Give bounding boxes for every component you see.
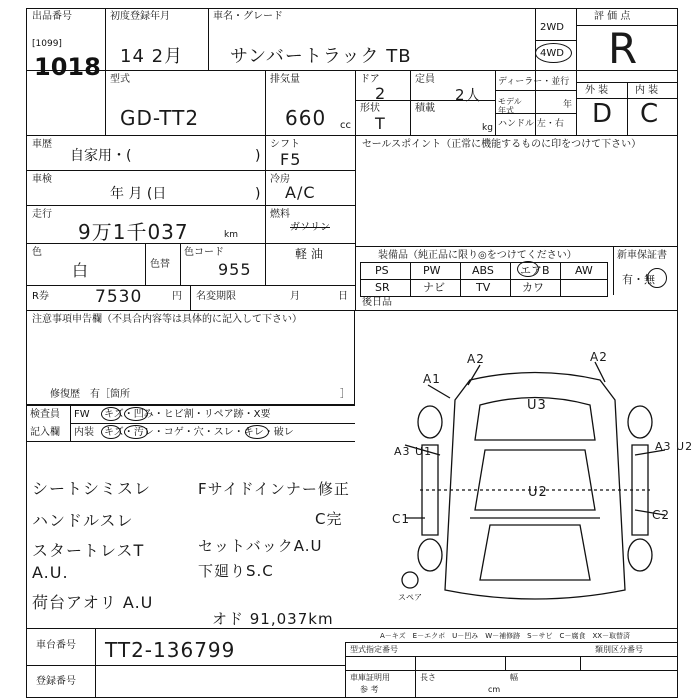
inspector-label-2: 記入欄 [30, 427, 60, 438]
recycle-label: R券 [32, 291, 49, 302]
interior-score: C [640, 99, 660, 129]
type-designation-label: 型式指定番号 [350, 645, 398, 654]
garage-cert-sub: 参 考 [360, 685, 379, 694]
remark-right-4: 下廻りS.C [198, 562, 274, 580]
history-label: 車歴 [32, 139, 52, 150]
shape-value: T [375, 114, 386, 133]
equip-aw: AW [575, 264, 593, 277]
odometer-remark: オド 91,037km [212, 610, 334, 628]
displacement-value: 660 [285, 106, 327, 130]
rear-parts-label: 後日品 [362, 297, 392, 308]
inspection-label: 車検 [32, 174, 52, 185]
damage-mark-a1: A1 [423, 372, 441, 386]
damage-mark-a3-u1: A3 U1 [394, 445, 433, 458]
first-registration-value: 14 2月 [120, 46, 184, 67]
damage-mark-u2: U2 [528, 485, 548, 500]
fw-dent-circle-mark [124, 407, 148, 421]
recycle-value: 7530 [95, 287, 143, 307]
load-label: 積載 [415, 103, 435, 114]
score-value: R [608, 24, 639, 73]
mileage-label: 走行 [32, 209, 52, 220]
repair-history-close: ］ [340, 389, 350, 400]
doors-label: ドア [360, 74, 380, 85]
first-registration-label: 初度登録年月 [110, 11, 170, 22]
lot-number-label: 出品番号 [32, 11, 72, 22]
interior-defect-items: キズ・汚レ・コゲ・穴・スレ・キレ・破レ [104, 427, 294, 438]
interior-defect-label: 内装 [74, 427, 94, 438]
remark-left-5: 荷台アオリ A.U [32, 593, 154, 612]
fw-scratch-circle-mark [101, 407, 121, 421]
inspector-label-1: 検査員 [30, 409, 60, 420]
fuel-light-oil: 軽 油 [295, 247, 323, 261]
color-label: 色 [32, 247, 42, 258]
displacement-label: 排気量 [270, 74, 300, 85]
expiry-day: 日 [338, 291, 348, 302]
damage-mark-a2-left: A2 [467, 352, 485, 366]
shift-label: シフト [270, 139, 300, 150]
history-value: 自家用・( [70, 148, 132, 164]
displacement-unit: cc [340, 120, 351, 131]
color-code-value: 955 [218, 260, 252, 279]
dealer-label: ディーラー・並行 [498, 77, 570, 87]
drive-4wd-circle-mark [535, 43, 572, 63]
history-paren-close: ) [255, 148, 261, 164]
chassis-number-value: TT2-136799 [105, 638, 236, 662]
exterior-label: 外 装 [585, 85, 609, 96]
ac-value: A/C [285, 183, 316, 202]
mileage-unit: km [224, 230, 238, 240]
drive-4wd-label: 4WD [540, 48, 564, 59]
remark-right-1: Fサイドインナー修正 [198, 480, 350, 498]
remark-left-3: スタートレスT [32, 541, 145, 560]
expiry-label: 名変期限 [196, 291, 236, 302]
damage-mark-c1: C1 [392, 512, 411, 526]
model-year-unit: 年 [563, 100, 573, 110]
damage-mark-a3-u2: A3 U2 [655, 440, 694, 453]
damage-mark-c2: C2 [652, 508, 671, 522]
remark-left-4: A.U. [32, 563, 69, 582]
mileage-value: 9万1千037 [78, 220, 189, 244]
damage-mark-u3: U3 [527, 398, 547, 413]
registration-number-label: 登録番号 [36, 676, 76, 687]
warranty-none-circle-mark [647, 268, 667, 288]
in-wear-circle-mark [245, 425, 269, 439]
score-label: 評 価 点 [594, 11, 631, 22]
equip-leather: カワ [522, 281, 544, 294]
car-name-value: サンバートラック TB [230, 46, 412, 67]
drive-2wd-label: 2WD [540, 22, 564, 33]
inspection-value: 年 月 (日 [110, 186, 167, 202]
warranty-label: 新車保証書 [617, 250, 667, 261]
length-label: 長さ [420, 673, 436, 682]
equip-pw: PW [423, 264, 441, 277]
inspection-paren-close: ) [255, 186, 261, 202]
fuel-label: 燃料 [270, 209, 290, 220]
lot-number-sub: [1099] [32, 39, 62, 49]
equipment-label: 装備品（純正品に限り◎をつけてください） [378, 250, 577, 261]
damage-legend: A－キズ E－エクボ U－凹み W－補修跡 S－サビ C－腐食 XX－取替済 [380, 632, 631, 640]
fuel-petrol: ガソリン [290, 222, 330, 233]
ac-label: 冷房 [270, 174, 290, 185]
spare-tire-label: スペア [398, 593, 422, 602]
equip-ps: PS [375, 264, 389, 277]
in-stain-circle-mark [124, 425, 148, 439]
notes-label: 注意事項申告欄（不具合内容等は具体的に記入して下さい） [32, 314, 302, 325]
car-name-label: 車名・グレード [213, 11, 283, 22]
equip-tv: TV [476, 281, 491, 294]
fw-items: キズ・凹み・ヒビ割・リペア跡・X要 [104, 409, 271, 420]
shift-value: F5 [280, 150, 302, 169]
selling-points-label: セールスポイント（正常に機能するものに印をつけて下さい） [362, 139, 642, 150]
lot-number-value: 1018 [34, 53, 101, 81]
in-scratch-circle-mark [101, 425, 121, 439]
exterior-score: D [592, 99, 614, 129]
equip-navi: ナビ [423, 281, 445, 294]
model-value: GD-TT2 [120, 106, 200, 130]
model-year-label: モデル年式 [498, 97, 522, 115]
expiry-month: 月 [290, 291, 300, 302]
model-label: 型式 [110, 74, 130, 85]
warranty-values: 有・無 [622, 273, 655, 286]
color-code-label: 色コード [184, 247, 224, 258]
remark-right-3: セットバックA.U [198, 537, 323, 555]
interior-label: 内 装 [635, 85, 659, 96]
equip-airbag: エアB [520, 264, 550, 277]
remark-left-2: ハンドルスレ [32, 511, 134, 530]
capacity-label: 定員 [415, 74, 435, 85]
damage-mark-a2-right: A2 [590, 350, 608, 364]
color-change-label: 色替 [150, 259, 170, 270]
fw-label: FW [74, 409, 90, 420]
capacity-value: 2人 [455, 86, 482, 104]
remark-right-2: C完 [315, 510, 343, 528]
equip-abs: ABS [472, 264, 494, 277]
load-unit: kg [482, 123, 493, 133]
width-label: 幅 [510, 673, 518, 682]
airbag-circle-mark [517, 261, 539, 277]
color-value: 白 [72, 261, 90, 280]
repair-history-label: 修復歴 有［箇所 [50, 389, 130, 400]
handle-label: ハンドル 左・右 [498, 119, 564, 129]
remark-left-1: シートシミスレ [32, 479, 152, 498]
equip-sr: SR [375, 281, 390, 294]
chassis-number-label: 車台番号 [36, 640, 76, 651]
category-label: 類別区分番号 [595, 645, 643, 654]
doors-value: 2 [375, 84, 387, 103]
recycle-unit: 円 [172, 291, 182, 302]
garage-cert-label: 車庫証明用 [350, 673, 390, 682]
length-unit: cm [488, 685, 501, 694]
shape-label: 形状 [360, 103, 380, 114]
